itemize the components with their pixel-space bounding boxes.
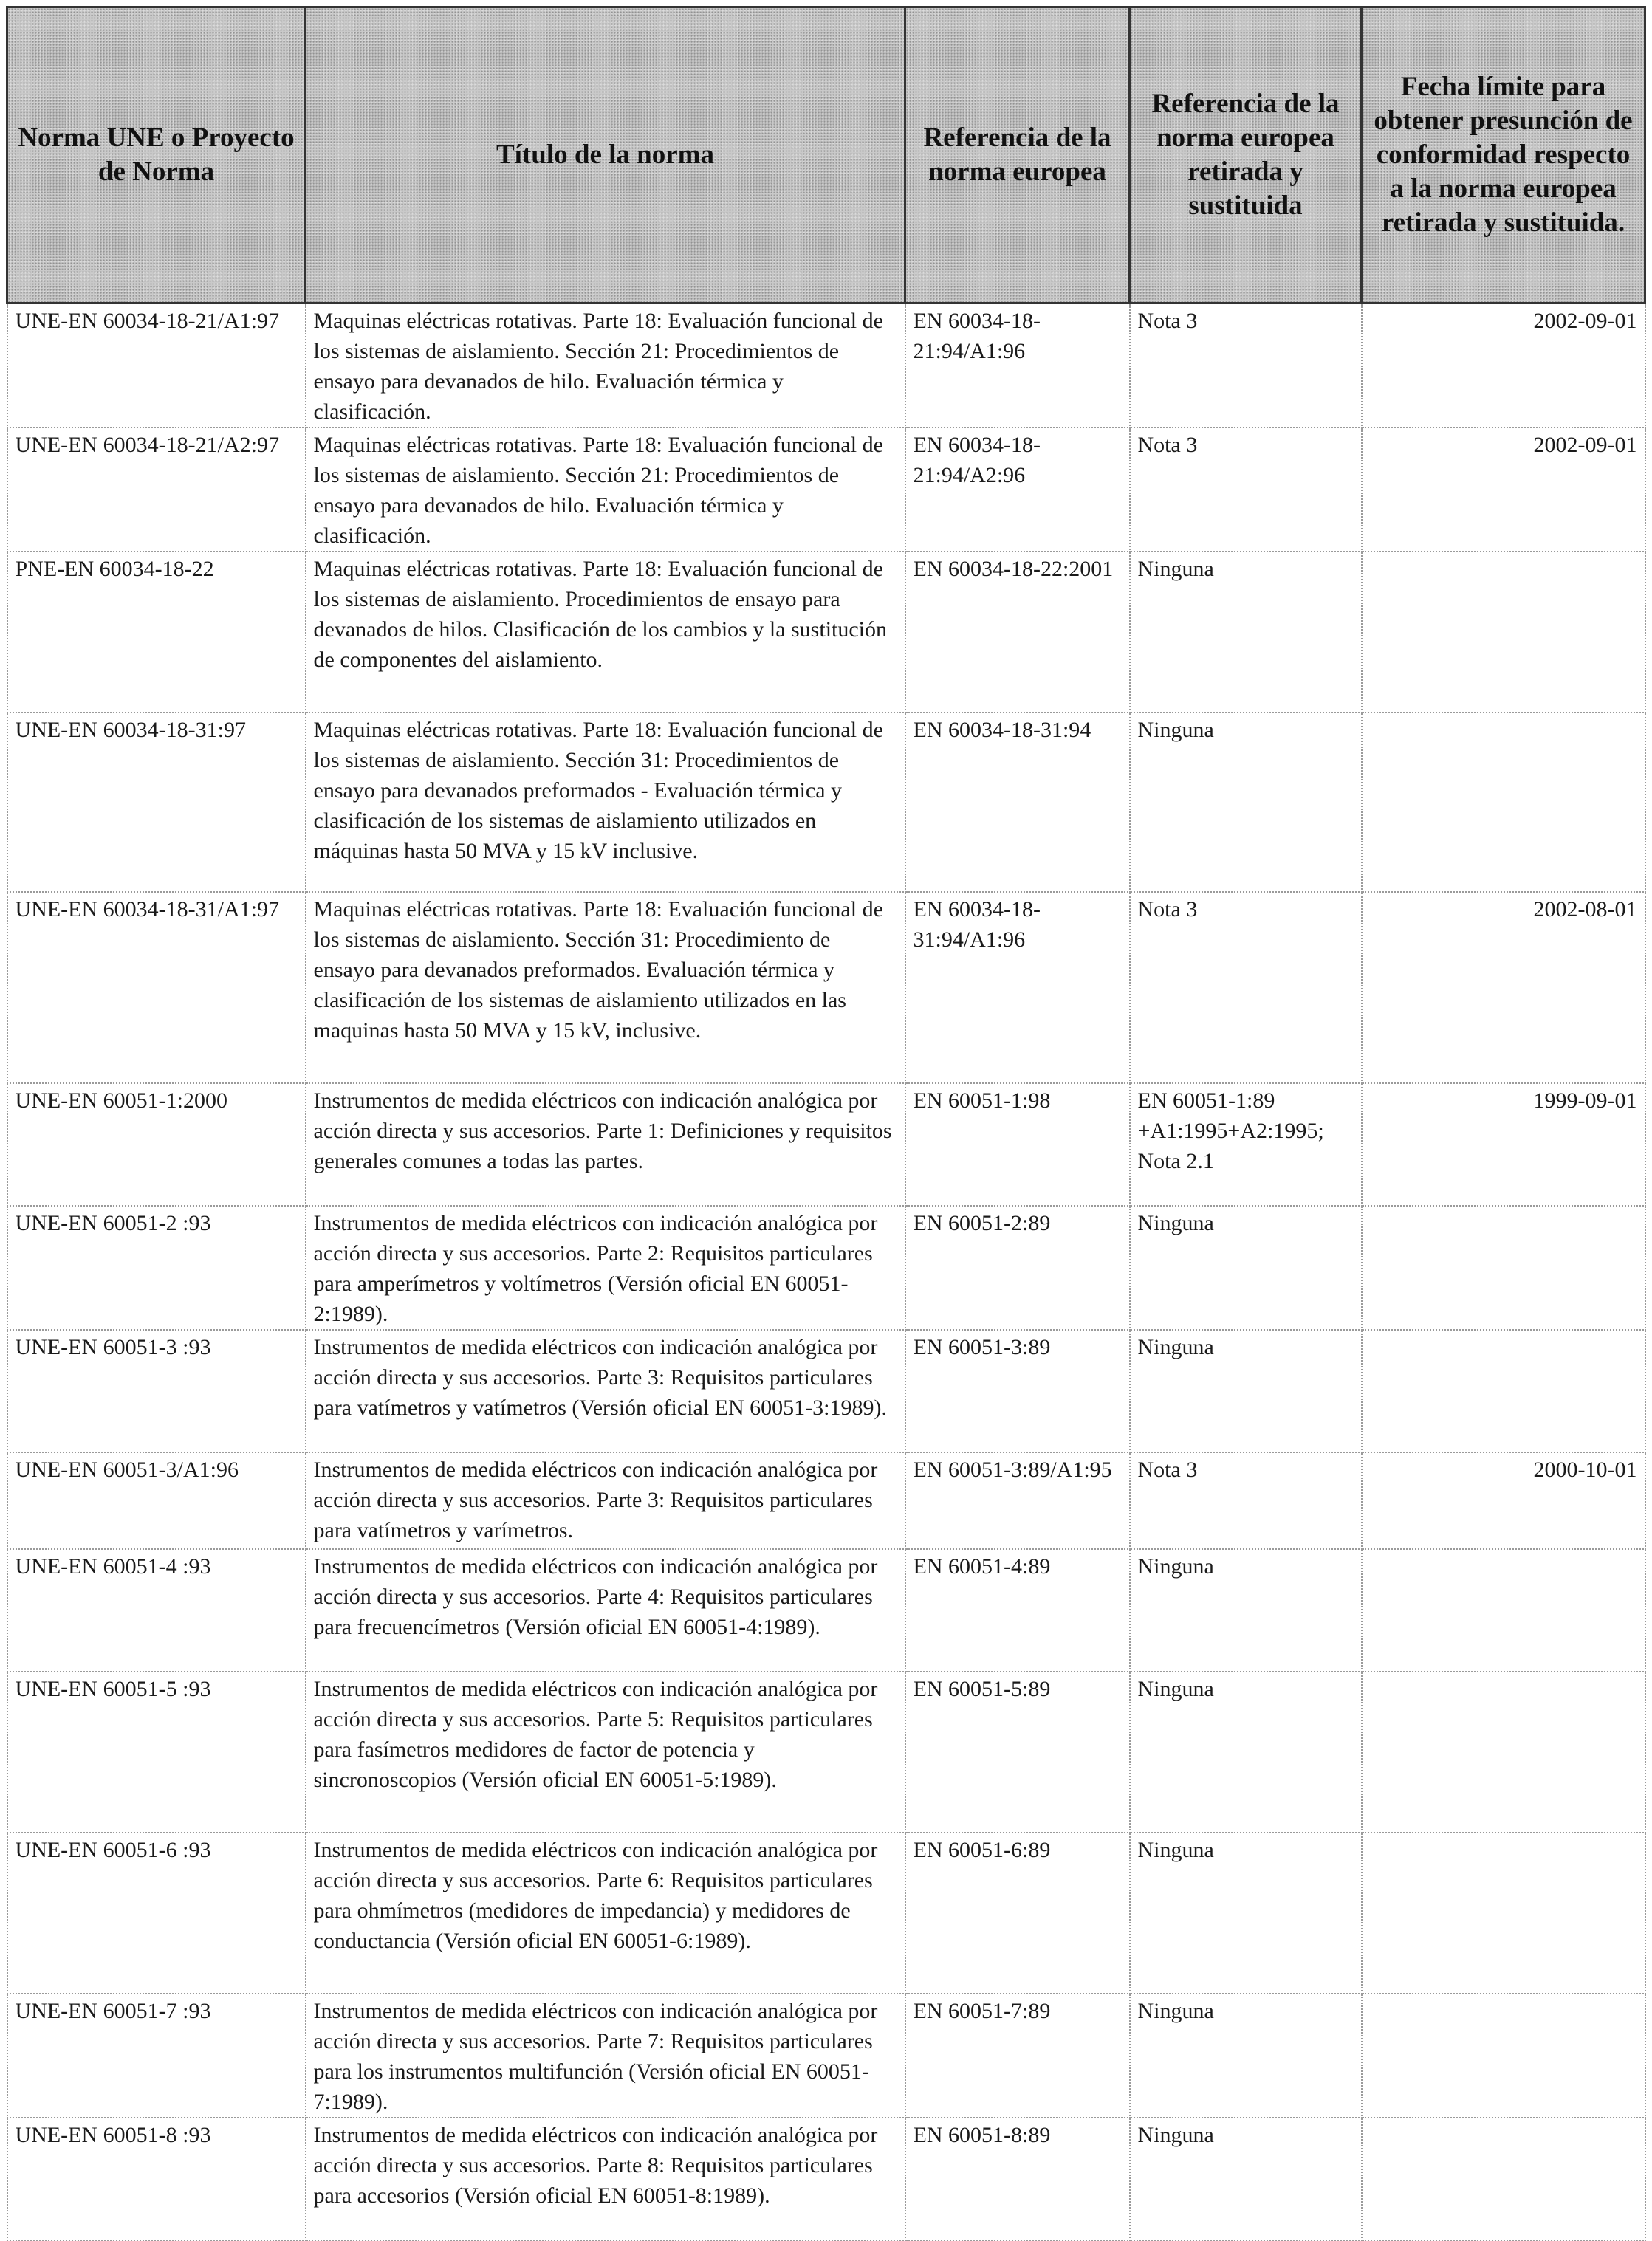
cell-norma: UNE-EN 60034-18-21/A2:97 [7,428,306,552]
cell-referencia: EN 60051-3:89 [905,1330,1130,1452]
cell-referencia: EN 60051-3:89/A1:95 [905,1452,1130,1549]
cell-referencia: EN 60051-6:89 [905,1833,1130,1994]
cell-referencia: EN 60051-1:98 [905,1083,1130,1206]
cell-referencia: EN 60034-18-22:2001 [905,552,1130,713]
table-row [7,1994,1645,2118]
cell-referencia: EN 60051-2:89 [905,1206,1130,1330]
cell-retirada: Ninguna [1130,2118,1362,2240]
cell-titulo: Instrumentos de medida eléctricos con indicación analógica por acción directa y sus accesorios. Parte 7: Requisitos particulares para los instrumentos multifunción (Versión oficial EN 60051-7:1989). [306,1994,905,2118]
cell-retirada: Ninguna [1130,1994,1362,2118]
cell-fecha-limite: 2000-10-01 [1362,1452,1645,1549]
cell-retirada: Ninguna [1130,1672,1362,1833]
table-row [7,892,1645,1083]
cell-fecha-limite [1362,1330,1645,1452]
table-body [7,303,1645,2241]
cell-retirada: Ninguna [1130,1206,1362,1330]
cell-fecha-limite [1362,1833,1645,1994]
cell-norma: UNE-EN 60034-18-31/A1:97 [7,892,306,1083]
cell-norma: UNE-EN 60051-3 :93 [7,1330,306,1452]
cell-titulo: Instrumentos de medida eléctricos con indicación analógica por acción directa y sus accesorios. Parte 8: Requisitos particulares para accesorios (Versión oficial EN 60051-8:1989). [306,2118,905,2240]
cell-fecha-limite [1362,1994,1645,2118]
cell-referencia: EN 60034-18-31:94 [905,713,1130,892]
standards-table [6,6,1646,2241]
header-referencia: Referencia de la norma europea [905,7,1130,303]
cell-titulo: Maquinas eléctricas rotativas. Parte 18: Evaluación funcional de los sistemas de aislamiento. Sección 31: Procedimientos de ensayo para devanados preformados - Evaluación térmica y clasificación de los sistemas de aislamiento utilizados en máquinas hasta 50 MVA y 15 kV inclusive. [306,713,905,892]
cell-titulo: Maquinas eléctricas rotativas. Parte 18: Evaluación funcional de los sistemas de aislamiento. Sección 21: Procedimientos de ensayo para devanados de hilo. Evaluación térmica y clasificación. [306,428,905,552]
table-row [7,1672,1645,1833]
cell-norma: UNE-EN 60051-1:2000 [7,1083,306,1206]
cell-fecha-limite [1362,1206,1645,1330]
cell-fecha-limite [1362,1672,1645,1833]
cell-retirada: Ninguna [1130,1833,1362,1994]
cell-fecha-limite [1362,2118,1645,2240]
table-row [7,1833,1645,1994]
cell-fecha-limite [1362,1549,1645,1672]
table-row [7,1549,1645,1672]
table-row [7,303,1645,428]
cell-titulo: Instrumentos de medida eléctricos con indicación analógica por acción directa y sus accesorios. Parte 1: Definiciones y requisitos generales comunes a todas las partes. [306,1083,905,1206]
cell-norma: UNE-EN 60051-5 :93 [7,1672,306,1833]
cell-norma: UNE-EN 60051-8 :93 [7,2118,306,2240]
cell-norma: UNE-EN 60051-7 :93 [7,1994,306,2118]
cell-fecha-limite [1362,552,1645,713]
cell-titulo: Maquinas eléctricas rotativas. Parte 18: Evaluación funcional de los sistemas de aislamiento. Procedimientos de ensayo para devanados de hilos. Clasificación de los cambios y la sustitución de componentes del aislamiento. [306,552,905,713]
table-row [7,552,1645,713]
header-row [7,7,1645,303]
cell-titulo: Instrumentos de medida eléctricos con indicación analógica por acción directa y sus accesorios. Parte 2: Requisitos particulares para amperímetros y voltímetros (Versión oficial EN 60051-2:1989). [306,1206,905,1330]
cell-retirada: Nota 3 [1130,892,1362,1083]
cell-retirada: Ninguna [1130,552,1362,713]
table-row [7,1206,1645,1330]
cell-titulo: Instrumentos de medida eléctricos con indicación analógica por acción directa y sus accesorios. Parte 6: Requisitos particulares para ohmímetros (medidores de impedancia) y medidores de conductancia (Versión oficial EN 60051-6:1989). [306,1833,905,1994]
table-row [7,1083,1645,1206]
cell-titulo: Instrumentos de medida eléctricos con indicación analógica por acción directa y sus accesorios. Parte 4: Requisitos particulares para frecuencímetros (Versión oficial EN 60051-4:1989). [306,1549,905,1672]
cell-retirada: Nota 3 [1130,428,1362,552]
document-page [6,6,1644,2241]
header-norma: Norma UNE o Proyecto de Norma [7,7,306,303]
table-row [7,428,1645,552]
header-titulo: Título de la norma [306,7,905,303]
table-row [7,2118,1645,2240]
cell-fecha-limite [1362,713,1645,892]
cell-retirada: Ninguna [1130,713,1362,892]
cell-referencia: EN 60034-18-31:94/A1:96 [905,892,1130,1083]
cell-fecha-limite: 2002-09-01 [1362,303,1645,428]
cell-retirada: Nota 3 [1130,303,1362,428]
cell-referencia: EN 60034-18-21:94/A2:96 [905,428,1130,552]
cell-norma: UNE-EN 60051-4 :93 [7,1549,306,1672]
cell-norma: UNE-EN 60051-6 :93 [7,1833,306,1994]
cell-fecha-limite: 2002-09-01 [1362,428,1645,552]
header-fecha-limite: Fecha límite para obtener presunción de conformidad respecto a la norma europea retirada y sustituida. [1362,7,1645,303]
cell-titulo: Instrumentos de medida eléctricos con indicación analógica por acción directa y sus accesorios. Parte 5: Requisitos particulares para fasímetros medidores de factor de potencia y sincronoscopios (Versión oficial EN 60051-5:1989). [306,1672,905,1833]
cell-titulo: Maquinas eléctricas rotativas. Parte 18: Evaluación funcional de los sistemas de aislamiento. Sección 21: Procedimientos de ensayo para devanados de hilo. Evaluación térmica y clasificación. [306,303,905,428]
cell-referencia: EN 60051-5:89 [905,1672,1130,1833]
cell-fecha-limite: 2002-08-01 [1362,892,1645,1083]
cell-norma: UNE-EN 60034-18-21/A1:97 [7,303,306,428]
cell-referencia: EN 60034-18-21:94/A1:96 [905,303,1130,428]
header-retirada: Referencia de la norma europea retirada y sustituida [1130,7,1362,303]
cell-referencia: EN 60051-4:89 [905,1549,1130,1672]
table-header [7,7,1645,303]
cell-referencia: EN 60051-7:89 [905,1994,1130,2118]
cell-fecha-limite: 1999-09-01 [1362,1083,1645,1206]
cell-norma: UNE-EN 60051-2 :93 [7,1206,306,1330]
cell-retirada: EN 60051-1:89 +A1:1995+A2:1995; Nota 2.1 [1130,1083,1362,1206]
cell-referencia: EN 60051-8:89 [905,2118,1130,2240]
cell-titulo: Instrumentos de medida eléctricos con indicación analógica por acción directa y sus accesorios. Parte 3: Requisitos particulares para vatímetros y varímetros. [306,1452,905,1549]
cell-norma: UNE-EN 60034-18-31:97 [7,713,306,892]
cell-norma: UNE-EN 60051-3/A1:96 [7,1452,306,1549]
cell-norma: PNE-EN 60034-18-22 [7,552,306,713]
cell-retirada: Ninguna [1130,1549,1362,1672]
table-row [7,1330,1645,1452]
cell-titulo: Instrumentos de medida eléctricos con indicación analógica por acción directa y sus accesorios. Parte 3: Requisitos particulares para vatímetros y vatímetros (Versión oficial EN 60051-3:1989). [306,1330,905,1452]
cell-titulo: Maquinas eléctricas rotativas. Parte 18: Evaluación funcional de los sistemas de aislamiento. Sección 31: Procedimiento de ensayo para devanados preformados. Evaluación térmica y clasificación de los sistemas de aislamiento utilizados en las maquinas hasta 50 MVA y 15 kV, inclusive. [306,892,905,1083]
table-row [7,713,1645,892]
cell-retirada: Ninguna [1130,1330,1362,1452]
cell-retirada: Nota 3 [1130,1452,1362,1549]
table-row [7,1452,1645,1549]
